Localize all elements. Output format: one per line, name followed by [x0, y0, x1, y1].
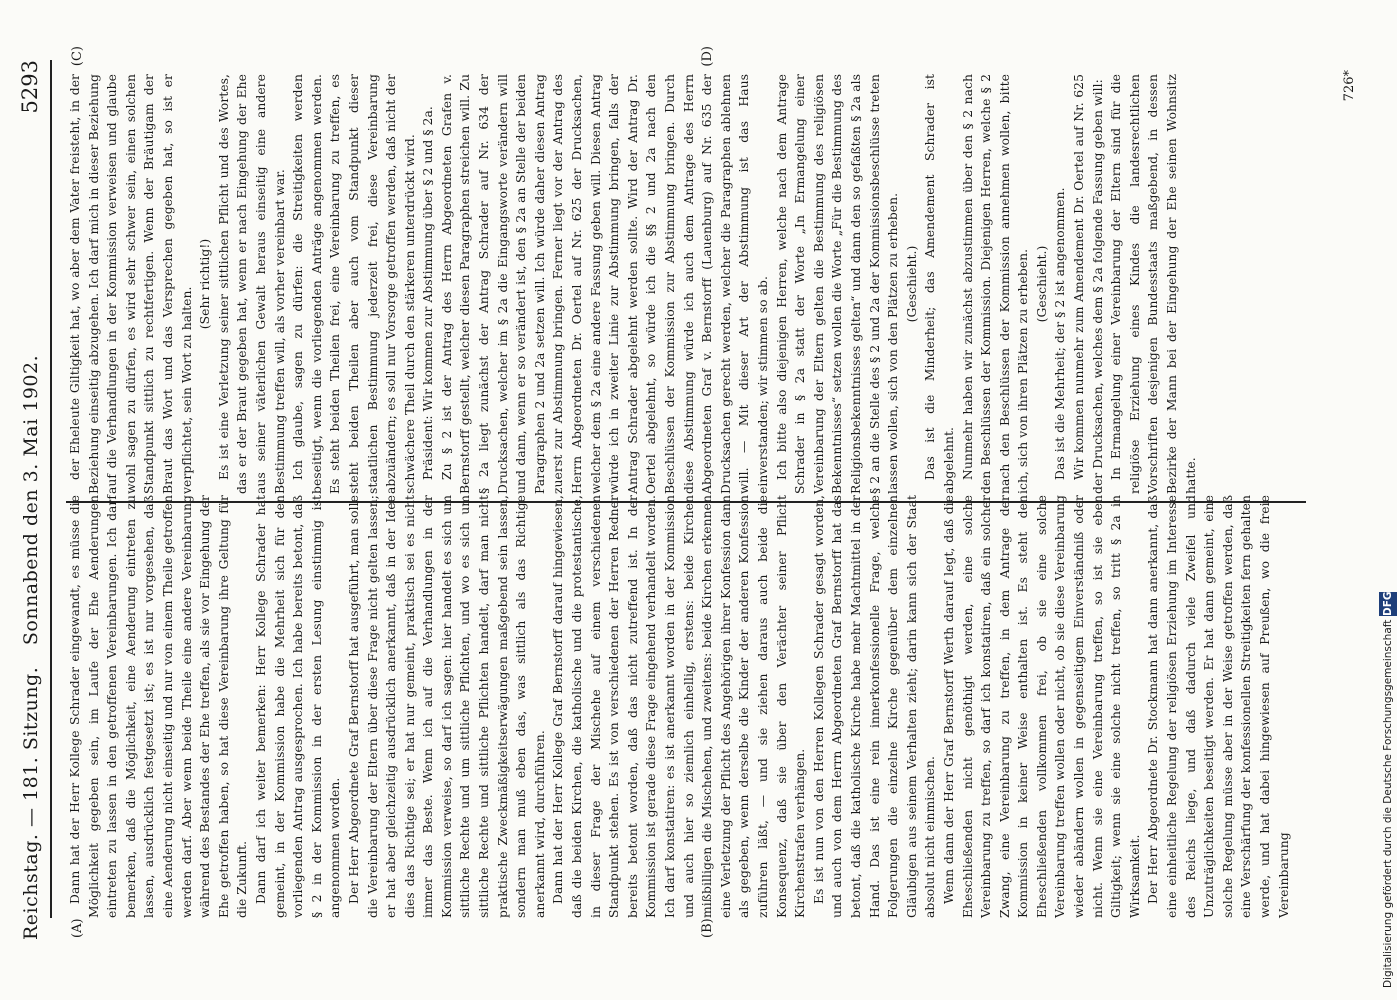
paragraph: Es ist nun von den Herren Kollegen Schrader gesagt worden, und auch von dem Herrn Abgeordneten Graf Bernstorff hat das betont, daß die katholische Kirche habe mehr Machtmittel in der Hand. Das ist eine rein innerkonfessionelle Frage, welche Folgerungen die einzelne Kirche gegenüber dem einzelnen Gläubigen aus seinem Verhalten zieht; darin kann sich der Staat absolut nicht einmischen.	[811, 495, 938, 918]
paragraph: Nunmehr haben wir zunächst abzustimmen über den § 2 nach den Beschlüssen der Kommission. Diejenigen Herren, welche § 2 nach den Beschlüssen der Kommission annehmen wollen, bitte ich, sich von ihren Plätzen zu erheben.	[960, 74, 1031, 494]
paragraph: Ich bitte also diejenigen Herren, welche nach dem Antrage Schrader in § 2a statt der Worte „In Ermangelung einer Vereinbarung der Eltern gelten die Bestimmung des religiösen Bekenntnisses“ setzen wollen die Worte „Für die Bestimmung des Religionsbekenntnisses gelten“ und dann den so gefaßten § 2a als § 2 an die Stelle des § 2 und 2a der Kommissionsbeschlüsse treten lassen wollen, sich von den Plätzen zu erheben.	[774, 74, 901, 494]
interjection: (Geschieht.)	[1034, 245, 1049, 323]
side-note	[1375, 0, 1395, 1000]
signature-mark: 726*	[1342, 70, 1357, 102]
quoted-provision: In Ermangelung einer Vereinbarung der Eltern sind für die religiöse Erziehung eines Kindes die landesrechtlichen Vorschriften desjenigen Bundesstaats maßgebend, in dessen Bezirke der Mann bei der Eingehung der Ehe seinen Wohnsitz hatte.	[1109, 74, 1198, 494]
paragraph: Der Herr Abgeordnete Graf Bernstorff hat ausgeführt, man solle die Vereinbarung der Eltern über diese Frage nicht gelten lassen; er hat aber gleichzeitig ausdrücklich anerkannt, daß in der Idee dies das Richtige sei; er hat nur gemeint, praktisch sei es nicht immer das Beste. Wenn ich auf die Verhandlungen in der Kommission verweise, so darf ich sagen: hier handelt es sich um sittliche Rechte und um sittliche Pflichten, und wo es sich um sittliche Rechte und sittliche Pflichten handelt, darf man nicht praktische Zweckmäßigkeitserwägungen maßgebend sein lassen, sondern man muß eben das, was sittlich als das Richtige anerkannt wird, durchführen.	[346, 495, 547, 918]
margin-marker-a: (A)	[70, 918, 85, 938]
paragraph: Dann darf ich weiter bemerken: Herr Kollege Schrader hat gemeint, in der Kommission habe die Mehrheit sich für den vorliegenden Antrag ausgesprochen. Ich habe bereits betont, daß § 2 in der Kommission in der ersten Lesung einstimmig ist angenommen worden.	[253, 495, 343, 918]
paragraph: Wir kommen nunmehr zum Amendement Dr. Oertel auf Nr. 625 der Drucksachen, welches dem § 2a folgende Fassung geben will:	[1072, 74, 1105, 494]
paragraph: der Eheleute Giltigkeit hat, wo aber dem Vater freisteht, in der Beziehung einseitig abzugehen. Ich darf mich in dieser Beziehung auf die Verhandlungen in der Kommission verweisen und glaube wohl sagen zu dürfen, es wird sehr schwer sein, einen solchen Standpunkt sittlich zu rechtfertigen. Wenn der Bräutigam der Braut das Wort und das Versprechen gegeben hat, so ist er verpflichtet, sein Wort zu halten.	[68, 74, 194, 494]
paragraph: Zu § 2 ist der Antrag des Herrn Abgeordneten Grafen v. Bernstorff gestellt, welcher diesen Paragraphen streichen will. Zu § 2a liegt zunächst der Antrag Schrader auf Nr. 634 der Drucksachen, welcher im § 2a die Eingangsworte verändern will und dann, wenn er so verändert ist, den § 2a an Stelle der beiden Paragraphen 2 und 2a setzen will. Ich würde daher diesen Antrag zuerst zur Abstimmung bringen. Ferner liegt vor der Antrag des Herrn Abgeordneten Dr. Oertel auf Nr. 625 der Drucksachen, welcher dem § 2a eine andere Fassung geben will. Diesen Antrag würde ich in zweiter Linie zur Abstimmung bringen, falls der Antrag Schrader abgelehnt werden sollte. Wird der Antrag Dr. Oertel abgelehnt, so würde ich die §§ 2 und 2a nach den Beschlüssen der Kommission zur Abstimmung bringen. Durch diese Abstimmung würde ich auch dem Antrage des Herrn Abgeordneten Graf v. Bernstorff (Lauenburg) auf Nr. 635 der Drucksachen gerecht werden, welcher die Paragraphen ablehnen will. — Mit dieser Art der Abstimmung ist das Haus einverstanden; wir stimmen so ab.	[439, 74, 770, 494]
paragraph: Das ist die Mehrheit; der § 2 ist angenommen.	[1053, 187, 1068, 480]
paragraph: Wenn dann der Herr Graf Bernstorff Werth darauf legt, daß die Eheschließenden nicht genöthigt werden, eine solche Vereinbarung zu treffen, so darf ich konstatiren, daß ein solcher Zwang, eine Vereinbarung zu treffen, in dem Antrage der Kommission in keiner Weise enthalten ist. Es steht den Eheschließenden vollkommen frei, ob sie eine solche Vereinbarung treffen wollen oder nicht, ob sie diese Vereinbarung wieder abändern wollen in gegenseitigem Einverständniß oder nicht. Wenn sie eine Vereinbarung treffen, so ist sie eben Giltigkeit; wenn sie eine solche nicht treffen, so tritt § 2a in Wirksamkeit.	[941, 495, 1142, 918]
left-column	[66, 495, 1293, 918]
paragraph: Präsident: Wir kommen zur Abstimmung über § 2 und § 2a.	[421, 106, 436, 480]
funding-note: Digitalisierung gefördert durch die Deutsche Forschungsgemeinschaft	[1382, 619, 1394, 988]
margin-marker-c: (C)	[70, 46, 85, 67]
header-rule	[50, 60, 52, 918]
running-title: Reichstag. — 181. Sitzung.	[20, 666, 42, 940]
interjection: (Sehr richtig!)	[198, 238, 213, 330]
paragraph: Das ist die Minderheit; das Amendement Schrader ist abgelehnt.	[923, 74, 956, 494]
session-date: Sonnabend den 3. Mai 1902.	[20, 354, 42, 646]
paragraph: Ich glaube, sagen zu dürfen: die Streitigkeiten werden beseitigt, wenn die vorliegenden Anträge angenommen werden. Es steht beiden Theilen frei, eine Vereinbarung zu treffen, es steht beiden Theilen aber auch vom Standpunkt dieser staatlichen Bestimmung jederzeit frei, diese Vereinbarung abzuändern; es soll nur Vorsorge getroffen werden, daß nicht der schwächere Theil durch den stärkeren unterdrückt wird.	[291, 74, 417, 494]
column-divider	[66, 501, 1306, 503]
margin-marker-d: (D)	[700, 46, 715, 67]
paragraph: Es ist eine Verletzung seiner sittlichen Pflicht und des Wortes, das er der Braut gegeben hat, wenn er nach Eingehung der Ehe aus seiner väterlichen Gewalt heraus einseitig eine andere Bestimmung treffen will, als vorher vereinbart war.	[216, 74, 287, 494]
side-note-text-wrap	[1379, 8, 1397, 988]
dfg-logo: DFG	[1379, 592, 1397, 617]
paragraph: Dann hat der Herr Kollege Schrader eingewandt, es müsse die Möglichkeit gegeben sein, im Laufe der Ehe Aenderungen eintreten zu lassen in den getroffenen Vereinbarungen. Ich darf bemerken, daß die Möglichkeit, eine Aenderung eintreten zu lassen, ausdrücklich festgesetzt ist; es ist nur vorgesehen, daß eine Aenderung nicht einseitig und nur von einem Theile getroffen werden darf. Aber wenn beide Theile eine andere Vereinbarung während des Bestandes der Ehe treffen, als sie vor Eingehung der Ehe getroffen haben, so hat diese Vereinbarung ihre Geltung für die Zukunft.	[68, 495, 250, 918]
page-number: 5293	[18, 60, 42, 114]
right-column	[66, 74, 1200, 494]
paragraph: Dann hat der Herr Kollege Graf Bernstorff darauf hingewiesen, daß die beiden Kirchen, die katholische und die protestantische, in dieser Frage der Mischehe auf einem verschiedenen Standpunkt stehen. Es ist von verschiedenen der Herren Redner bereits betont worden, daß das nicht zutreffend ist. In der Kommission ist gerade diese Frage eingehend verhandelt worden. Ich darf konstatiren: es ist anerkannt worden in der Kommission und auch hier so ziemlich einhellig, erstens: beide Kirchen mißbilligen die Mischehen, und zweitens: beide Kirchen erkennen eine Verletzung der Pflicht des Angehörigen ihrer Konfession dann als gegeben, wenn derselbe die Kinder der anderen Konfession zuführen läßt, — und sie ziehen daraus auch beide die Konsequenz, daß sie über den Verächter seiner Pflicht Kirchenstrafen verhängen.	[551, 495, 808, 918]
page-header	[14, 60, 50, 940]
margin-marker-b: (B)	[700, 918, 715, 938]
interjection: (Geschieht.)	[904, 245, 919, 323]
paragraph: Der Herr Abgeordnete Dr. Stockmann hat dann anerkannt, daß eine einheitliche Regelung der religiösen Erziehung im Interesse des Reichs liege, und daß dadurch viele Zweifel und Unzuträglichkeiten beseitigt werden. Er hat dann gemeint, eine solche Regelung müsse aber in der Weise getroffen werden, daß eine Verschärfung der konfessionellen Streitigkeiten fern gehalten werde, und hat dabei hingewiesen auf Preußen, wo die freie Vereinbarung	[1146, 495, 1291, 918]
